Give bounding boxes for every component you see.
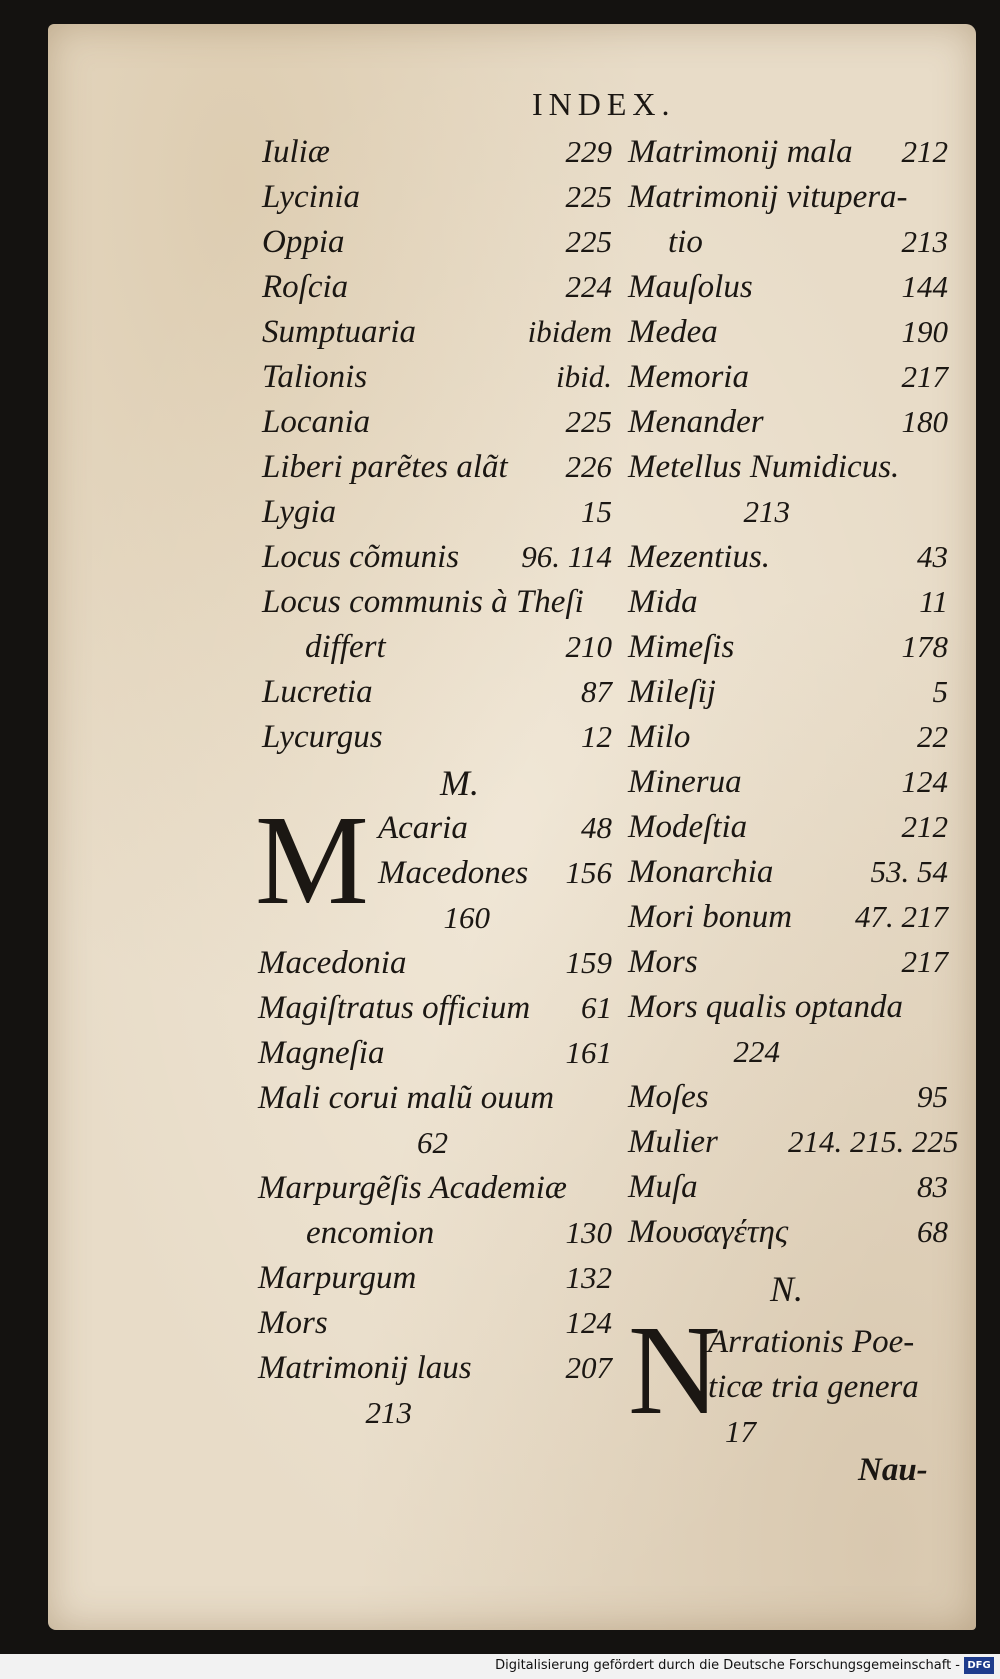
dropcap-m: M <box>255 789 369 931</box>
index-term: Locus communis à Theſi <box>262 584 584 620</box>
page-header: INDEX. <box>532 86 676 122</box>
index-page-ref: 22 <box>917 719 948 754</box>
index-page-ref: 180 <box>901 404 948 439</box>
index-term: Modeſtia <box>628 809 748 845</box>
index-term: ticæ tria genera <box>708 1369 919 1405</box>
index-page-ref: 224 <box>565 269 612 304</box>
index-term: Metellus Numidicus. <box>628 449 900 485</box>
index-term: Oppia <box>262 224 345 260</box>
index-term: Mauſolus <box>628 269 753 305</box>
dfg-logo: DFG <box>964 1657 994 1674</box>
index-term: tio <box>668 224 703 260</box>
index-term: Muſa <box>628 1169 698 1205</box>
index-page-ref: 124 <box>565 1305 612 1340</box>
index-term: Acaria <box>378 810 468 846</box>
index-page-ref: 11 <box>919 584 948 619</box>
index-term: Memoria <box>628 359 749 395</box>
index-term: Macedonia <box>258 945 407 981</box>
index-term: Magiſtratus officium <box>258 990 531 1026</box>
index-term: Matrimonij vitupera- <box>628 179 908 215</box>
index-page-ref: 61 <box>581 990 612 1025</box>
index-page-ref: 87 <box>581 674 612 709</box>
index-term: Locania <box>262 404 371 440</box>
index-term: encomion <box>306 1215 435 1251</box>
index-page-ref: 224 <box>733 1034 780 1069</box>
index-page-ref: 207 <box>565 1350 612 1385</box>
index-term: Mors qualis optanda <box>628 989 904 1025</box>
index-page-ref: 47. 217 <box>855 899 948 934</box>
index-page-ref: 95 <box>917 1079 948 1114</box>
index-page-ref: 161 <box>565 1035 612 1070</box>
index-page-ref: 213 <box>901 224 948 259</box>
index-term: Matrimonij mala <box>628 134 853 170</box>
index-term: Sumptuaria <box>262 314 417 350</box>
index-term: Menander <box>628 404 764 440</box>
index-term: Liberi parẽtes alãt <box>262 449 508 485</box>
index-page-ref: 62 <box>417 1125 448 1160</box>
index-term: Mezentius. <box>628 539 771 575</box>
footer-credit: Digitalisierung gefördert durch die Deutsche Forschungsgemeinschaft - <box>495 1658 960 1673</box>
index-page-ref: 159 <box>565 945 612 980</box>
index-page-ref: 83 <box>917 1169 948 1204</box>
index-page-ref: 212 <box>901 809 948 844</box>
index-term: Magneſia <box>258 1035 385 1071</box>
index-term: Arrationis Poe- <box>708 1324 915 1360</box>
index-page-ref: 225 <box>565 179 612 214</box>
catchword: Nau- <box>858 1452 928 1488</box>
index-term: Mali corui malũ ouum <box>258 1080 555 1116</box>
index-page-ref: 225 <box>565 404 612 439</box>
index-term: Roſcia <box>262 269 349 305</box>
index-term: Mors <box>258 1305 328 1341</box>
index-term: Mors <box>628 944 698 980</box>
index-term: Moſes <box>628 1079 709 1115</box>
index-page-ref: 53. 54 <box>870 854 948 889</box>
index-term: Medea <box>628 314 718 350</box>
index-page-ref: 210 <box>565 629 612 664</box>
index-page-ref: 225 <box>565 224 612 259</box>
section-letter-n: N. <box>770 1269 804 1309</box>
index-page-ref: 17 <box>725 1414 756 1449</box>
index-page-ref: 124 <box>901 764 948 799</box>
index-page-ref: 132 <box>565 1260 612 1295</box>
index-page-ref: 226 <box>565 449 612 484</box>
index-term: Iuliæ <box>262 134 330 170</box>
index-term: Marpurgẽſis Academiæ <box>258 1170 567 1206</box>
index-page-ref: 217 <box>901 944 948 979</box>
dropcap-n: N <box>628 1299 721 1441</box>
section-letter-m: M. <box>440 763 479 803</box>
index-term: Lygia <box>262 494 337 530</box>
index-page-ref: 43 <box>917 539 948 574</box>
index-page-ref: ibid. <box>556 359 612 394</box>
footer-bar <box>0 1654 1000 1679</box>
index-page-ref: 229 <box>565 134 612 169</box>
index-page-ref: 160 <box>443 900 490 935</box>
index-term: Lucretia <box>262 674 373 710</box>
index-page-ref: 178 <box>901 629 948 664</box>
index-page-ref: 156 <box>565 855 612 890</box>
index-page-ref: 68 <box>917 1214 948 1249</box>
index-page-ref: 96. 114 <box>521 539 612 574</box>
index-page-ref: 5 <box>932 674 948 709</box>
index-term: Mori bonum <box>628 899 793 935</box>
index-page-ref: 190 <box>901 314 948 349</box>
index-term: Monarchia <box>628 854 774 890</box>
index-term: Mileſij <box>628 674 716 710</box>
index-page-ref: 212 <box>901 134 948 169</box>
index-term: Marpurgum <box>258 1260 417 1296</box>
index-page-ref: 48 <box>581 810 612 845</box>
index-page-ref: 213 <box>365 1395 412 1430</box>
index-page-ref: 214. 215. 225 <box>788 1124 959 1159</box>
index-page-ref: 213 <box>743 494 790 529</box>
index-term: Mimeſis <box>628 629 735 665</box>
index-term: Lycurgus <box>262 719 383 755</box>
index-page-ref: 12 <box>581 719 612 754</box>
index-term: differt <box>305 629 386 665</box>
index-term: Lycinia <box>262 179 361 215</box>
index-term: Matrimonij laus <box>258 1350 472 1386</box>
index-term: Locus cõmunis <box>262 539 460 575</box>
index-term: Mulier <box>628 1124 718 1160</box>
index-term: Talionis <box>262 359 368 395</box>
index-page-ref: 15 <box>581 494 612 529</box>
index-term: Milo <box>628 719 691 755</box>
index-page-ref: ibidem <box>527 314 612 349</box>
index-term: Mida <box>628 584 698 620</box>
index-term: Minerua <box>628 764 742 800</box>
index-page-ref: 130 <box>565 1215 612 1250</box>
index-page-ref: 217 <box>901 359 948 394</box>
index-term: Μουσαγέτης <box>628 1214 789 1250</box>
index-page-ref: 144 <box>901 269 948 304</box>
index-term: Macedones <box>378 855 529 891</box>
